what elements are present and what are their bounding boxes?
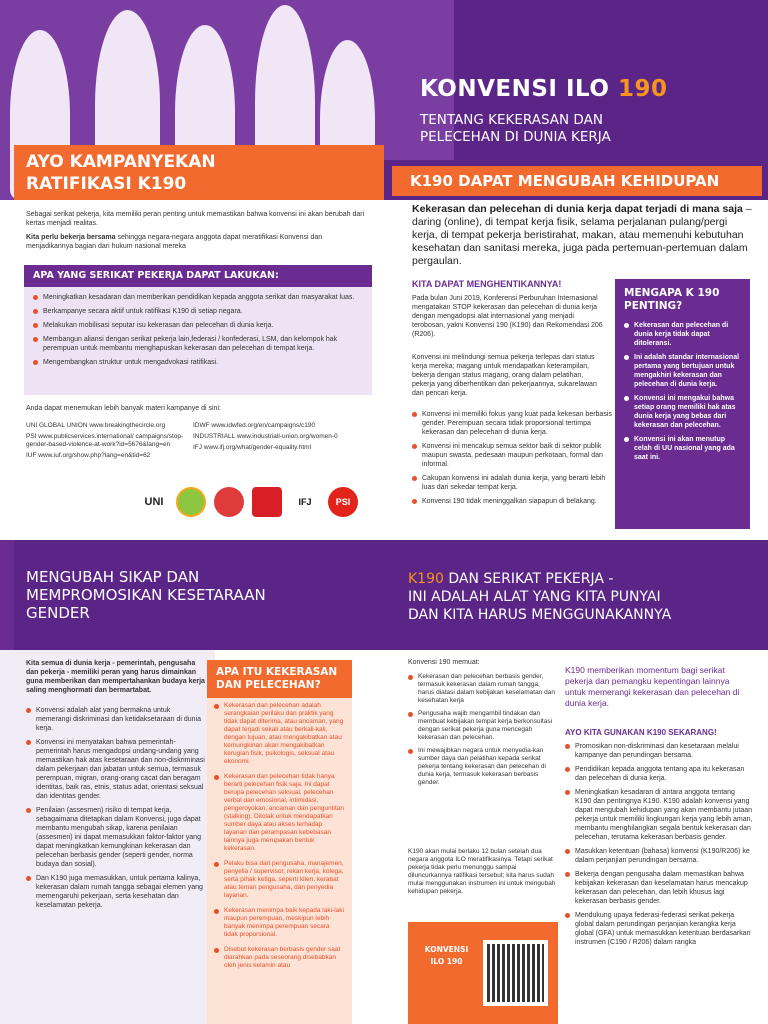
idwf-logo [176,487,206,517]
intro-rest: sehingga negara-negara anggota dapat meratifikasi Konvensi dan menjadikannya bagian dari hukum nasional mereka [26,234,323,250]
violence-definition-item: Kekerasan menimpa baik kepada laki-laki maupun perempuan, meskipun lebih banyak menimpa perempuan secara tidak proporsional. [214,907,345,939]
union-actions-title: APA YANG SERIKAT PEKERJA DAPAT LAKUKAN: [24,265,372,287]
use-now-item: Meningkatkan kesadaran di antara anggota tentang K190 dan pentingnya K190. K190 adalah konvensi yang dapat mengubah kehidupan yang akan membantu jutaan pekerja untuk memiliki lingkungan kerja yang lebih aman, membantu menghilangkan segala bentuk kekerasan dan pelecehan, terutama kekerasan berbasis gender. [565,788,753,842]
violence-definition-item: Pelaku bisa dari pengusaha, manajemen, penyelia / supervisor, rekan kerja, kolega, serta pihak ketiga, seperti klien, kerabat atau teman pengusaha, dan penyedia layanan. [214,860,345,900]
ratification-paragraph: K190 akan mulai berlaku 12 bulan setelah dua negara anggota ILO meratifikasinya. Tetapi serikat pekerja tidak perlu menunggu sampai diluncurkannya ratifikasi tersebut; kita harus sudah mulai menggunakan instrumen ini untuk mengubah kehidupan pekerja. [408,848,556,895]
subtitle-line2: PELECEHAN DI DUNIA KERJA [420,129,611,145]
equality-title-line: GENDER [26,604,90,622]
union-actions-list [24,287,372,367]
use-now-item: Mendukung upaya federasi-federasi serikat pekerja global dalam perundingan perjanjian kerangka kerja global (GFA) untuk memasukkan ketentuan berdasarkan instrumen (C190 / R206) dalam rangka [565,911,753,947]
main-title [420,76,667,102]
uni-logo: UNI [144,496,164,508]
intro-text-2 [26,233,371,251]
use-now-item: Promosikan non-diskriminasi dan kesetaraan melalui kampanye dan perundingan bersama. [565,742,753,760]
use-now-item: Pendidikan kepada anggota tentang apa itu kekerasan dan pelecehan di dunia kerja. [565,765,753,783]
union-action-item: Meningkatkan kesadaran dan memberikan pendidikan kepada anggota serikat dan masyarakat luas. [33,293,363,302]
union-action-item: Membangun aliansi dengan serikat pekerja lain,federasi / konfederasi, LSM, dan kelompok hak perempuan untuk membantu menghapuskan kekerasan dan pelecehan di tempat kerja. [33,335,363,353]
why-important-item: Konvensi ini mengakui bahwa setiap orang memiliki hak atas dunia kerja yang bebas dari kekerasan dan pelecehan. [624,394,741,430]
violence-definition-box [207,660,352,1024]
main-title-number: 190 [617,76,668,102]
key-point-item: Cakupan konvensi ini adalah dunia kerja, yang berarti lebih luas dari sekedar tempat kerja. [412,474,612,492]
intro-text: Sebagai serikat pekerja, kita memiliki peran penting untuk memastikan bahwa konvensi ini akan berubah dari kertas menjadi realitas. [26,211,365,227]
links-left [26,422,191,463]
links-right [193,422,373,455]
contains-heading: Konvensi 190 memuat: [408,659,480,666]
campaign-title-line2: RATIFIKASI K190 [26,174,187,194]
subtitle-line1: TENTANG KEKERASAN DAN [420,112,603,128]
equality-title-line: MEMPROMOSIKAN KESETARAAN [26,586,266,604]
lead-rest: – daring (online), di tempat kerja fisik, selama perjalanan pulang/pergi kerja, di tempat pekerja beristirahat, makan, atau memenuhi kebutuhan kesehatan dan sanitasi mereka, juga pada pertemuan-pertemuan dalam pergaulan. [412,203,752,267]
intro-bold: Kita perlu bekerja bersama [26,234,116,241]
convention-contents-list [408,673,556,792]
why-important-list [624,321,741,462]
top-left-intro [26,210,371,251]
use-now-heading: AYO KITA GUNAKAN K190 SEKARANG! [565,728,717,737]
why-important-title: MENGAPA K 190 PENTING? [624,287,720,312]
key-point-item: Konvensi ini mencakup semua sektor baik di sektor publik maupun swasta, pedesaan maupun perkotaan, formal dan informal. [412,442,612,469]
iuf-logo [214,487,244,517]
key-point-item: Konvensi ini memiliki fokus yang kuat pada kekesan berbasis gender. Perempuan secara tidak proporsional tertimpa kekerasan dan pelecehan di dunia kerja. [412,410,612,437]
union-actions-box [24,265,372,395]
campaign-link: IUF www.iuf.org/show.php?lang=en&tid=62 [26,452,151,459]
equality-intro: Kita semua di dunia kerja - pemerintah, pengusaha dan pekerja - memiliki peran yang harus dimainkan guna memberikan dan mempertahankan budaya kerja saling menghormati dan bermartabat. [26,660,205,694]
header-accent [0,540,14,650]
qr-label-line1: KONVENSI [424,945,469,954]
union-action-item: Melakukan mobilisasi seputar isu kekerasan dan pelecehan di dunia kerja. [33,321,363,330]
equality-list-item: Dan K190 juga memasukkan, untuk pertama kalinya, kekerasan dalam rumah tangga sebagai elemen yang memengaruhi pekerjaan, serta kesehatan dan keselamatan pekerja. [26,874,206,910]
lead-bold: Kekerasan dan pelecehan di dunia kerja dapat terjadi di mana saja [412,203,743,215]
equality-list-item: Konvensi ini menyatakan bahwa pemerintah-pemerintah harus mengadopsi undang-undang yang memastikan hak atas kesetaraan dan non-diskriminasi dalam pekerjaan dan jabatan untuk semua, termasuk perempuan, migran, orang-orang cacat dan beragam identitas, baik ras, etnis, status adat, orientasi seksual dan identitas gender. [26,738,206,801]
stop-heading: KITA DAPAT MENGHENTIKANNYA! [412,279,562,289]
use-now-list [565,742,753,952]
ifj-logo: IFJ [298,497,312,507]
union-tool-title-line1 [408,570,671,588]
industriall-logo [252,487,282,517]
union-action-item: Berkampanye secara aktif untuk ratifikasi K190 di setiap negara. [33,307,363,316]
coverage-paragraph: Konvensi ini melindungi semua pekerja terlepas dari status kerja mereka; magang untuk mendapatkan keterampilan, bekerja dengan status magang, orang dalam pelatihan, pekerja yang diberhentikan dari pekerjaannya, sukarelawan dan pencari kerja. [412,354,597,397]
convention-content-item: Kekerasan dan pelecehan berbasis gender, termasuk kekerasan dalam rumah tangga, harus diatasi dalam kebijakan keselamatan dan kesehatan kerja [408,673,556,705]
key-points-list [412,410,612,511]
more-materials: Anda dapat menemukan lebih banyak materi kampanye di sini: [26,405,221,412]
violence-definition-title [207,660,352,698]
use-now-item: Masukkan ketentuan (bahasa) konvensi (K190/R206) ke dalam perjanjian perundingan bersama. [565,847,753,865]
convention-content-item: Pengusaha wajib mengambil tindakan dan membuat kebijakan tempat kerja berkonsultasi dengan serikat pekerja guna mencegah kekerasan dan pelecehan. [408,710,556,742]
qr-code[interactable] [483,940,548,1006]
union-tool-title-line3: DAN KITA HARUS MENGGUNAKANNYA [408,607,672,623]
union-action-item: Mengembangkan struktur untuk mengadvokasi ratifikasi. [33,358,363,367]
campaign-link: INDUSTRIALL www.industriall-union.org/women-0 [193,433,338,440]
violence-definition-item: Disebut kekerasan berbasis gender saat diarahkan pada seseorang disebabkan oleh jenis kelamin atau [214,946,345,970]
why-important-item: Konvensi ini akan menutup celah di UU nasional yang ada saat ini. [624,435,741,462]
convention-content-item: Ini mewajibkan negara untuk menyedia-kan sumber daya dan pelatihan kepada serikat pekerja tentang kekerasan dan pelecehan di dunia kerja, termasuk kekerasan berbasis gender. [408,747,556,787]
union-logos [140,484,375,520]
key-point-item: Konvensi 190 tidak meninggalkan siapapun di belakang. [412,497,612,506]
life-banner: K190 DAPAT MENGUBAH KEHIDUPAN [392,166,762,196]
violence-definition-title-line: DAN PELECEHAN? [216,679,321,691]
momentum-paragraph: K190 memberikan momentum bagi serikat pekerja dan pemangku kepentingan lainnya untuk memerangi kekerasan dan pelecehan di dunia kerja. [565,665,740,708]
campaign-banner [14,145,384,200]
k190-highlight: K190 [408,571,444,587]
union-tool-title [408,570,671,624]
campaign-title-line1: AYO KAMPANYEKAN [26,152,216,172]
union-tool-title-line2: INI ADALAH ALAT YANG KITA PUNYAI [408,589,661,605]
violence-definition-list [207,702,352,970]
why-important-item: Kekerasan dan pelecehan di dunia kerja tidak dapat ditoleransi. [624,321,741,348]
equality-title-line: MENGUBAH SIKAP DAN [26,568,200,586]
union-tool-title-rest: DAN SERIKAT PEKERJA - [443,571,614,587]
violence-definition-title-line: APA ITU KEKERASAN [216,666,338,678]
why-important-item: Ini adalah standar internasional pertama yang bertujuan untuk mengakhiri kekerasan dan pelecehan di dunia kerja. [624,353,741,389]
adoption-paragraph: Pada bulan Juni 2019, Konferensi Perburuhan Internasional mengatakan STOP kekerasan dan pelecehan di dunia kerja dengan mengadopsi alat internasional yang menjadi terobosan, yakni Konvensi 190 (K190) dan Rekomendasi 206 (R206). [412,295,603,338]
qr-label-line2: ILO 190 [430,957,463,966]
why-important-box [615,279,750,529]
equality-list [26,706,206,915]
equality-list-item: Penilaian (assesmen) risiko di tempat kerja, sebagaimana ditetapkan dalam Konvensi, juga dapat membantu mengubah sikap, karena penilaian (assesmen) ini dapat memasukkan faktor-faktor yang dapat meningkatkan kemungkinan kekerasan dan pelecehan berbasis gender (seperti gender, norma budaya dan sosial). [26,806,206,869]
campaign-link: IDWF www.idwfed.org/en/campaigns/c190 [193,422,316,429]
violence-definition-item: Kekerasan dan pelecehan adalah serangkaian perilaku dan praktik yang tidak dapat diterima, atau ancaman, yang dapat terjadi sekali atau berkali-kali, dengan tujuan, atau mengakibatkan atau kemungkinan akan mengakibatkan kerugian fisik, psikologis, seksual atau ekonomi. [214,702,345,766]
main-title-text: KONVENSI ILO [420,76,618,102]
use-now-item: Bekerja dengan pengusaha dalam memastikan bahwa kebijakan kekerasan dan keselamatan harus mencakup kekerasan dan pelecehan, dan lebih khusus lagi kekerasan berbasis gender. [565,870,753,906]
violence-definition-item: Kekerasan dan pelecehan tidak hanya berarti pelecehan fisik saja. Ini dapat berupa pelecehan seksual, pelecehan verbal dan emosional, intimidasi, pengeroyokan, ancaman dan penguntitan (stalking). Ditolak untuk mendapatkan sumber daya atau akses terhadap layanan dan perampasan kebebasan lainnya juga merupakan bentuk kekerasan. [214,773,345,853]
campaign-link: UNI GLOBAL UNION www.breakingthecircle.org [26,422,166,429]
campaign-link: IFJ www.ifj.org/what/gender-equality.html [193,444,312,451]
campaign-link: PSI www.publicservices.international/ campaigns/stop-gender-based-violence-at-work?id=5676&lang=en [26,433,184,448]
lead-paragraph [412,203,752,268]
psi-logo: PSI [328,487,358,517]
equality-list-item: Konvensi adalah alat yang bermakna untuk memerangi diskriminasi dan ketidaksetaraan di dunia kerja. [26,706,206,733]
qr-label [418,940,475,1006]
main-subtitle [420,112,611,146]
equality-title [26,568,266,622]
qr-card [408,922,558,1024]
qr-pattern [487,944,544,1002]
